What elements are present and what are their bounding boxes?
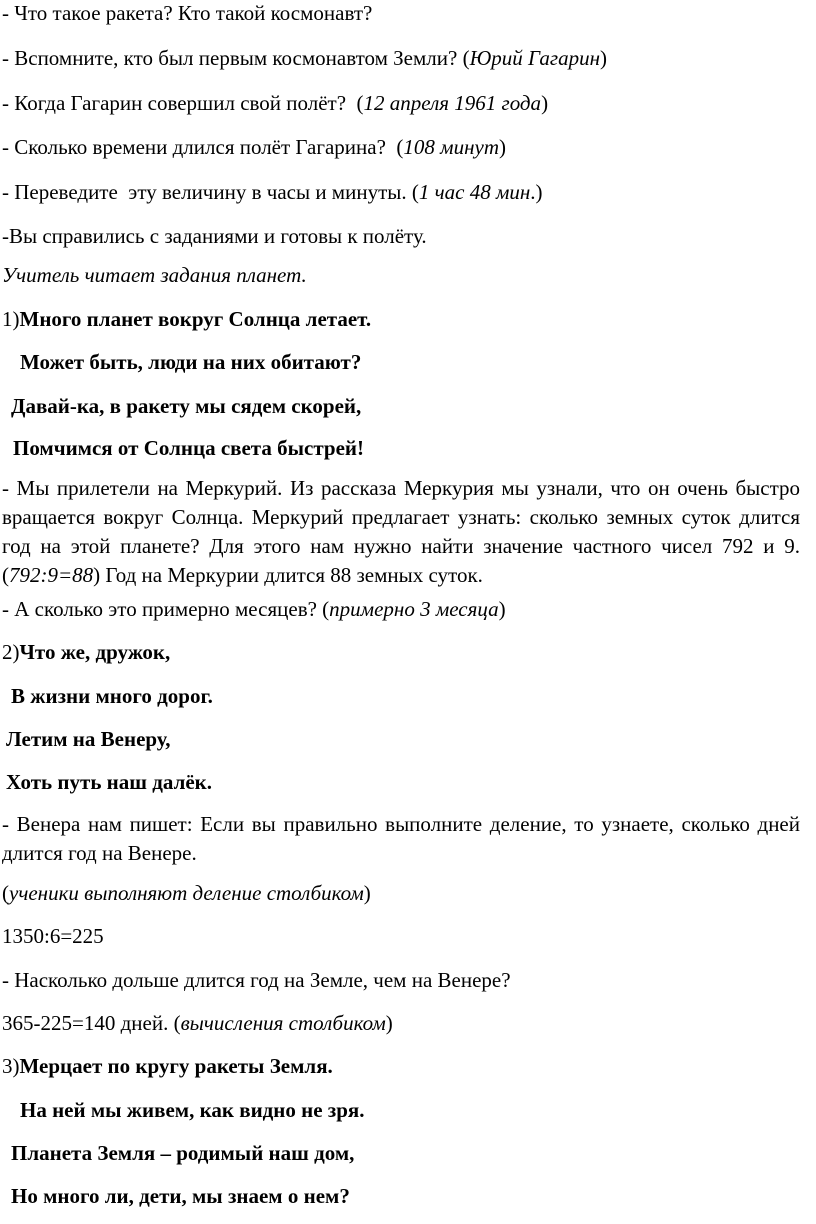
poem-line: Что же, дружок, <box>19 640 171 664</box>
answer-italic: Юрий Гагарин <box>469 46 601 70</box>
poem-number: 3) <box>2 1054 20 1078</box>
poem-line: Может быть, люди на них обитают? <box>20 350 362 374</box>
closing-paren: ) <box>600 46 608 70</box>
answer-italic: примерно 3 месяца <box>329 597 499 621</box>
division-note-italic: ученики выполняют деление столбиком <box>9 881 364 905</box>
poem-line: Хоть путь наш далёк. <box>6 770 213 794</box>
question-flight-duration <box>2 134 808 160</box>
poem-1-line-1 <box>2 306 808 332</box>
teacher-note-text: Учитель читает задания планет. <box>2 263 307 287</box>
closing-paren: ) <box>498 597 506 621</box>
poem-line: Мерцает по кругу ракеты Земля. <box>19 1054 333 1078</box>
poem-1-line-3 <box>11 393 816 419</box>
answer-italic: 792:9=88 <box>9 563 94 587</box>
question-text: - Когда Гагарин совершил свой полёт? ( <box>2 91 364 115</box>
poem-number: 1) <box>2 307 20 331</box>
poem-line: Но много ли, дети, мы знаем о нем? <box>11 1184 350 1208</box>
poem-line: Летим на Венеру, <box>6 727 171 751</box>
poem-2-line-1 <box>2 639 808 665</box>
opening-paren: ( <box>2 881 9 905</box>
poem-line: В жизни много дорог. <box>11 684 213 708</box>
question-flight-date <box>2 90 808 116</box>
closing-paren: .) <box>530 180 543 204</box>
ready-statement-text: -Вы справились с заданиями и готовы к полёту. <box>2 224 427 248</box>
poem-3-line-3 <box>11 1140 816 1166</box>
mercury-paragraph <box>2 474 800 590</box>
poem-2-line-4 <box>6 769 812 795</box>
ready-statement <box>2 223 808 249</box>
calculation-note-italic: вычисления столбиком <box>180 1011 386 1035</box>
poem-number: 2) <box>2 640 20 664</box>
closing-paren: ) <box>541 91 549 115</box>
teacher-note <box>2 262 808 288</box>
poem-1-line-4 <box>13 435 816 461</box>
question-months <box>2 596 808 622</box>
question-text: - А сколько это примерно месяцев? ( <box>2 597 330 621</box>
venus-text: - Венера нам пишет: Если вы правильно выполните деление, то узнаете, сколько дней длится год на Венере. <box>2 812 800 865</box>
answer-italic: 12 апреля 1961 года <box>363 91 542 115</box>
poem-2-line-2 <box>11 683 816 709</box>
poem-line: Планета Земля – родимый наш дом, <box>11 1141 355 1165</box>
answer-italic: 1 час 48 мин <box>418 180 531 204</box>
question-rocket-text: - Что такое ракета? Кто такой космонавт? <box>2 1 373 25</box>
question-rocket <box>2 0 808 26</box>
poem-2-line-3 <box>6 726 812 752</box>
mercury-text-end: ) Год на Меркурии длится 88 земных суток. <box>93 563 483 587</box>
question-text: - Вспомните, кто был первым космонавтом Земли? ( <box>2 46 470 70</box>
poem-3-line-2 <box>20 1097 816 1123</box>
answer-italic: 108 минут <box>403 135 499 159</box>
question-text: - Сколько времени длился полёт Гагарина? ( <box>2 135 404 159</box>
calculation-2 <box>2 1010 808 1036</box>
poem-line: Помчимся от Солнца света быстрей! <box>13 436 365 460</box>
poem-1-line-2 <box>20 349 816 375</box>
closing-paren: ) <box>385 1011 393 1035</box>
mercury-text: - Мы прилетели на Меркурий. Из рассказа Меркурия мы узнали, что он очень быстро вращается вокруг Солнца. Меркурий предлагает узнать: сколько земных суток длится год на этой планете? Для этого нам нужно найти значение частного чисел 792 и 9. ( <box>2 476 800 587</box>
poem-line: Много планет вокруг Солнца летает. <box>19 307 372 331</box>
calculation-text: 1350:6=225 <box>2 924 104 948</box>
question-longer <box>2 967 808 993</box>
question-first-cosmonaut <box>2 45 808 71</box>
calculation-text: 365-225=140 дней. ( <box>2 1011 181 1035</box>
poem-line: Давай-ка, в ракету мы сядем скорей, <box>11 394 362 418</box>
poem-line: На ней мы живем, как видно не зря. <box>20 1098 365 1122</box>
closing-paren: ) <box>363 881 371 905</box>
question-convert-hours <box>2 179 808 205</box>
question-text: - Переведите эту величину в часы и минуты. ( <box>2 180 419 204</box>
poem-3-line-4 <box>11 1183 816 1209</box>
question-text: - Насколько дольше длится год на Земле, чем на Венере? <box>2 968 511 992</box>
closing-paren: ) <box>498 135 506 159</box>
calculation-1 <box>2 923 808 949</box>
poem-3-line-1 <box>2 1053 808 1079</box>
venus-paragraph <box>2 810 800 868</box>
division-note <box>2 880 808 906</box>
